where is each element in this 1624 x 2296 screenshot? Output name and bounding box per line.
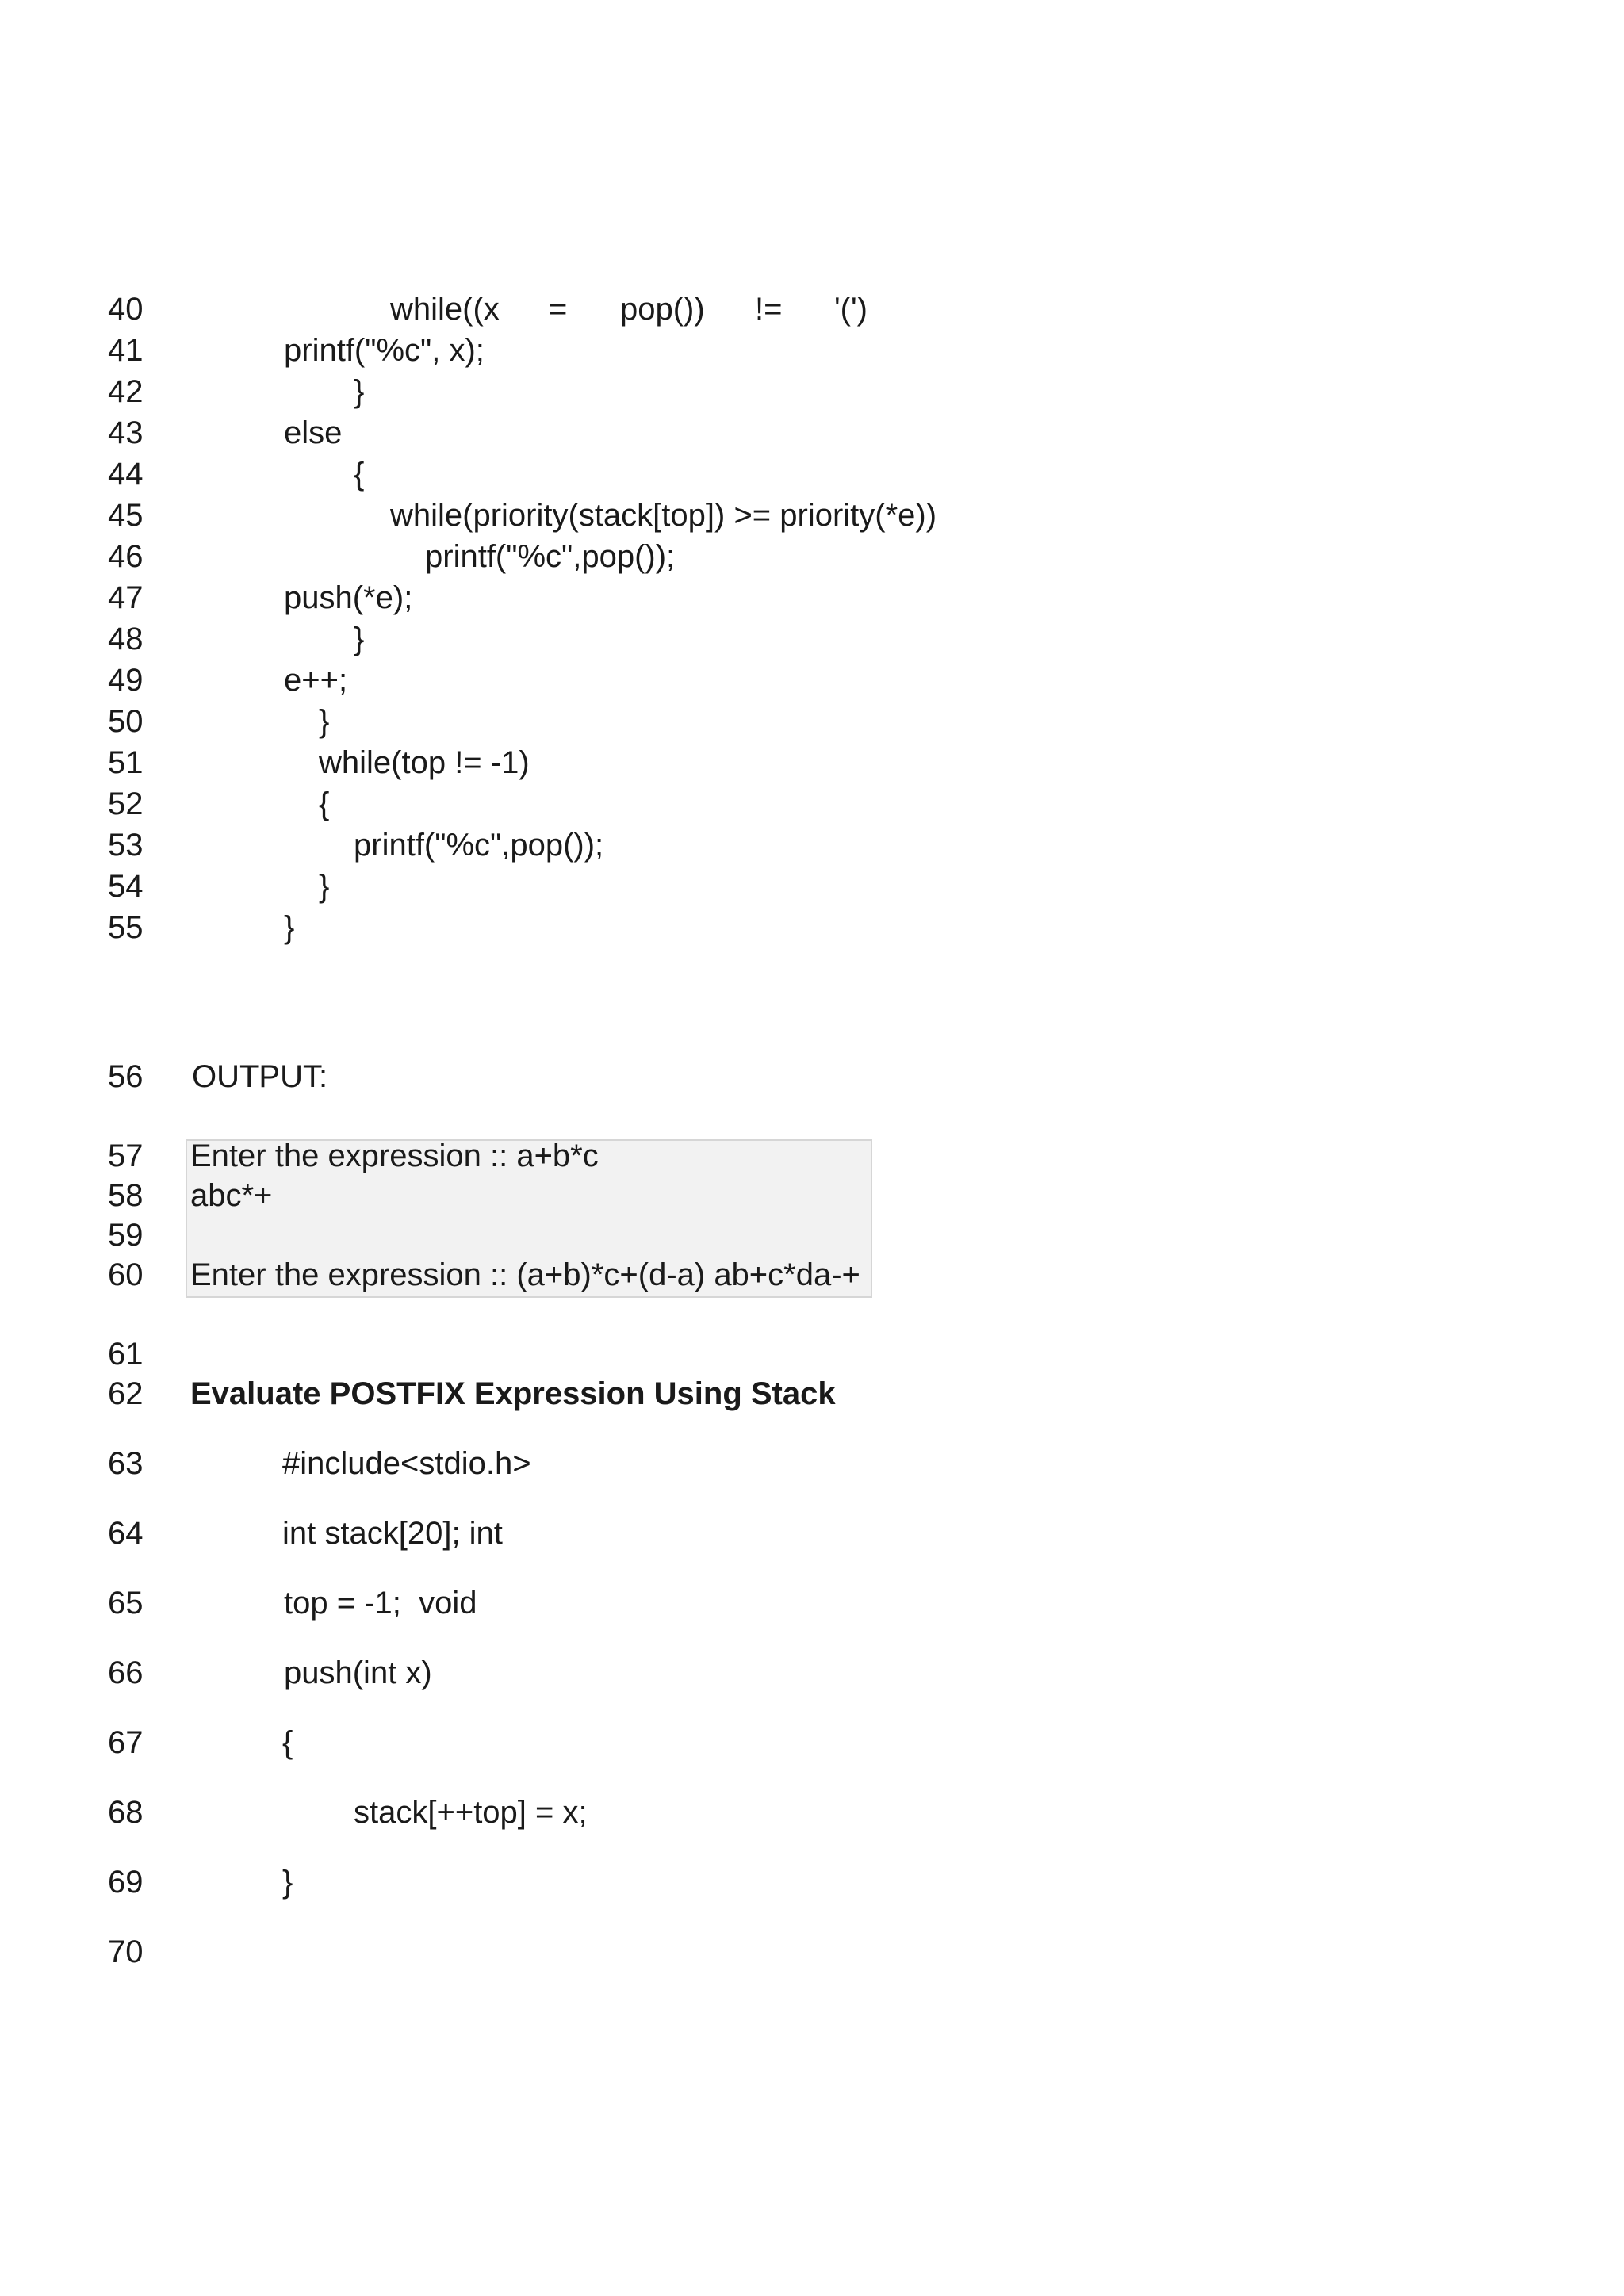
code-line: { xyxy=(282,1725,293,1760)
line-number: 46 xyxy=(108,539,144,574)
code-line: } xyxy=(354,374,365,409)
output-line: abc*+ xyxy=(190,1178,273,1213)
line-number: 60 xyxy=(108,1257,144,1292)
line-number: 42 xyxy=(108,374,144,409)
line-number: 47 xyxy=(108,580,144,615)
code-token: = xyxy=(549,292,568,327)
line-number: 51 xyxy=(108,745,144,780)
code-token: '(') xyxy=(834,292,868,327)
line-number: 52 xyxy=(108,786,144,821)
code-line: printf("%c", x); xyxy=(284,333,485,368)
line-number: 59 xyxy=(108,1218,144,1253)
code-token: != xyxy=(755,292,783,327)
line-number: 40 xyxy=(108,292,144,327)
code-line: push(*e); xyxy=(284,580,413,615)
line-number: 54 xyxy=(108,869,144,904)
code-line: top = -1; void xyxy=(284,1586,477,1621)
code-line: int stack[20]; int xyxy=(282,1516,503,1551)
code-line: else xyxy=(284,415,343,450)
line-number: 68 xyxy=(108,1795,144,1830)
line-number: 50 xyxy=(108,704,144,739)
code-line: printf("%c",pop()); xyxy=(354,828,604,863)
line-number: 57 xyxy=(108,1138,144,1173)
line-number: 70 xyxy=(108,1934,144,1969)
code-token: while((x xyxy=(390,292,500,327)
output-line: Enter the expression :: (a+b)*c+(d-a) ab+c*da-+ xyxy=(190,1257,860,1292)
line-number: 65 xyxy=(108,1586,144,1621)
code-line: #include<stdio.h> xyxy=(282,1446,531,1481)
line-number: 56 xyxy=(108,1059,144,1094)
line-number: 67 xyxy=(108,1725,144,1760)
code-line: { xyxy=(354,457,365,492)
section-heading: Evaluate POSTFIX Expression Using Stack xyxy=(190,1376,836,1411)
code-line: } xyxy=(284,910,295,945)
line-number: 61 xyxy=(108,1337,144,1372)
line-number: 44 xyxy=(108,457,144,492)
code-line: } xyxy=(282,1865,293,1900)
line-number: 43 xyxy=(108,415,144,450)
line-number: 45 xyxy=(108,498,144,533)
line-number: 66 xyxy=(108,1655,144,1690)
output-line: Enter the expression :: a+b*c xyxy=(190,1138,599,1173)
output-heading: OUTPUT: xyxy=(192,1059,328,1094)
code-line: } xyxy=(319,869,330,904)
line-number: 58 xyxy=(108,1178,144,1213)
code-line: stack[++top] = x; xyxy=(354,1795,588,1830)
code-line: while(top != -1) xyxy=(319,745,530,780)
line-number: 62 xyxy=(108,1376,144,1411)
line-number: 69 xyxy=(108,1865,144,1900)
code-token: pop()) xyxy=(620,292,705,327)
line-number: 53 xyxy=(108,828,144,863)
code-line: push(int x) xyxy=(284,1655,432,1690)
code-line: while(priority(stack[top]) >= priority(*e)) xyxy=(390,498,937,533)
line-number: 63 xyxy=(108,1446,144,1481)
line-number: 48 xyxy=(108,622,144,656)
line-number: 64 xyxy=(108,1516,144,1551)
code-line: } xyxy=(319,704,330,739)
code-line: } xyxy=(354,622,365,656)
code-line: { xyxy=(319,786,330,821)
line-number: 49 xyxy=(108,663,144,698)
line-number: 55 xyxy=(108,910,144,945)
line-number: 41 xyxy=(108,333,144,368)
code-line: e++; xyxy=(284,663,348,698)
code-line: printf("%c",pop()); xyxy=(425,539,676,574)
